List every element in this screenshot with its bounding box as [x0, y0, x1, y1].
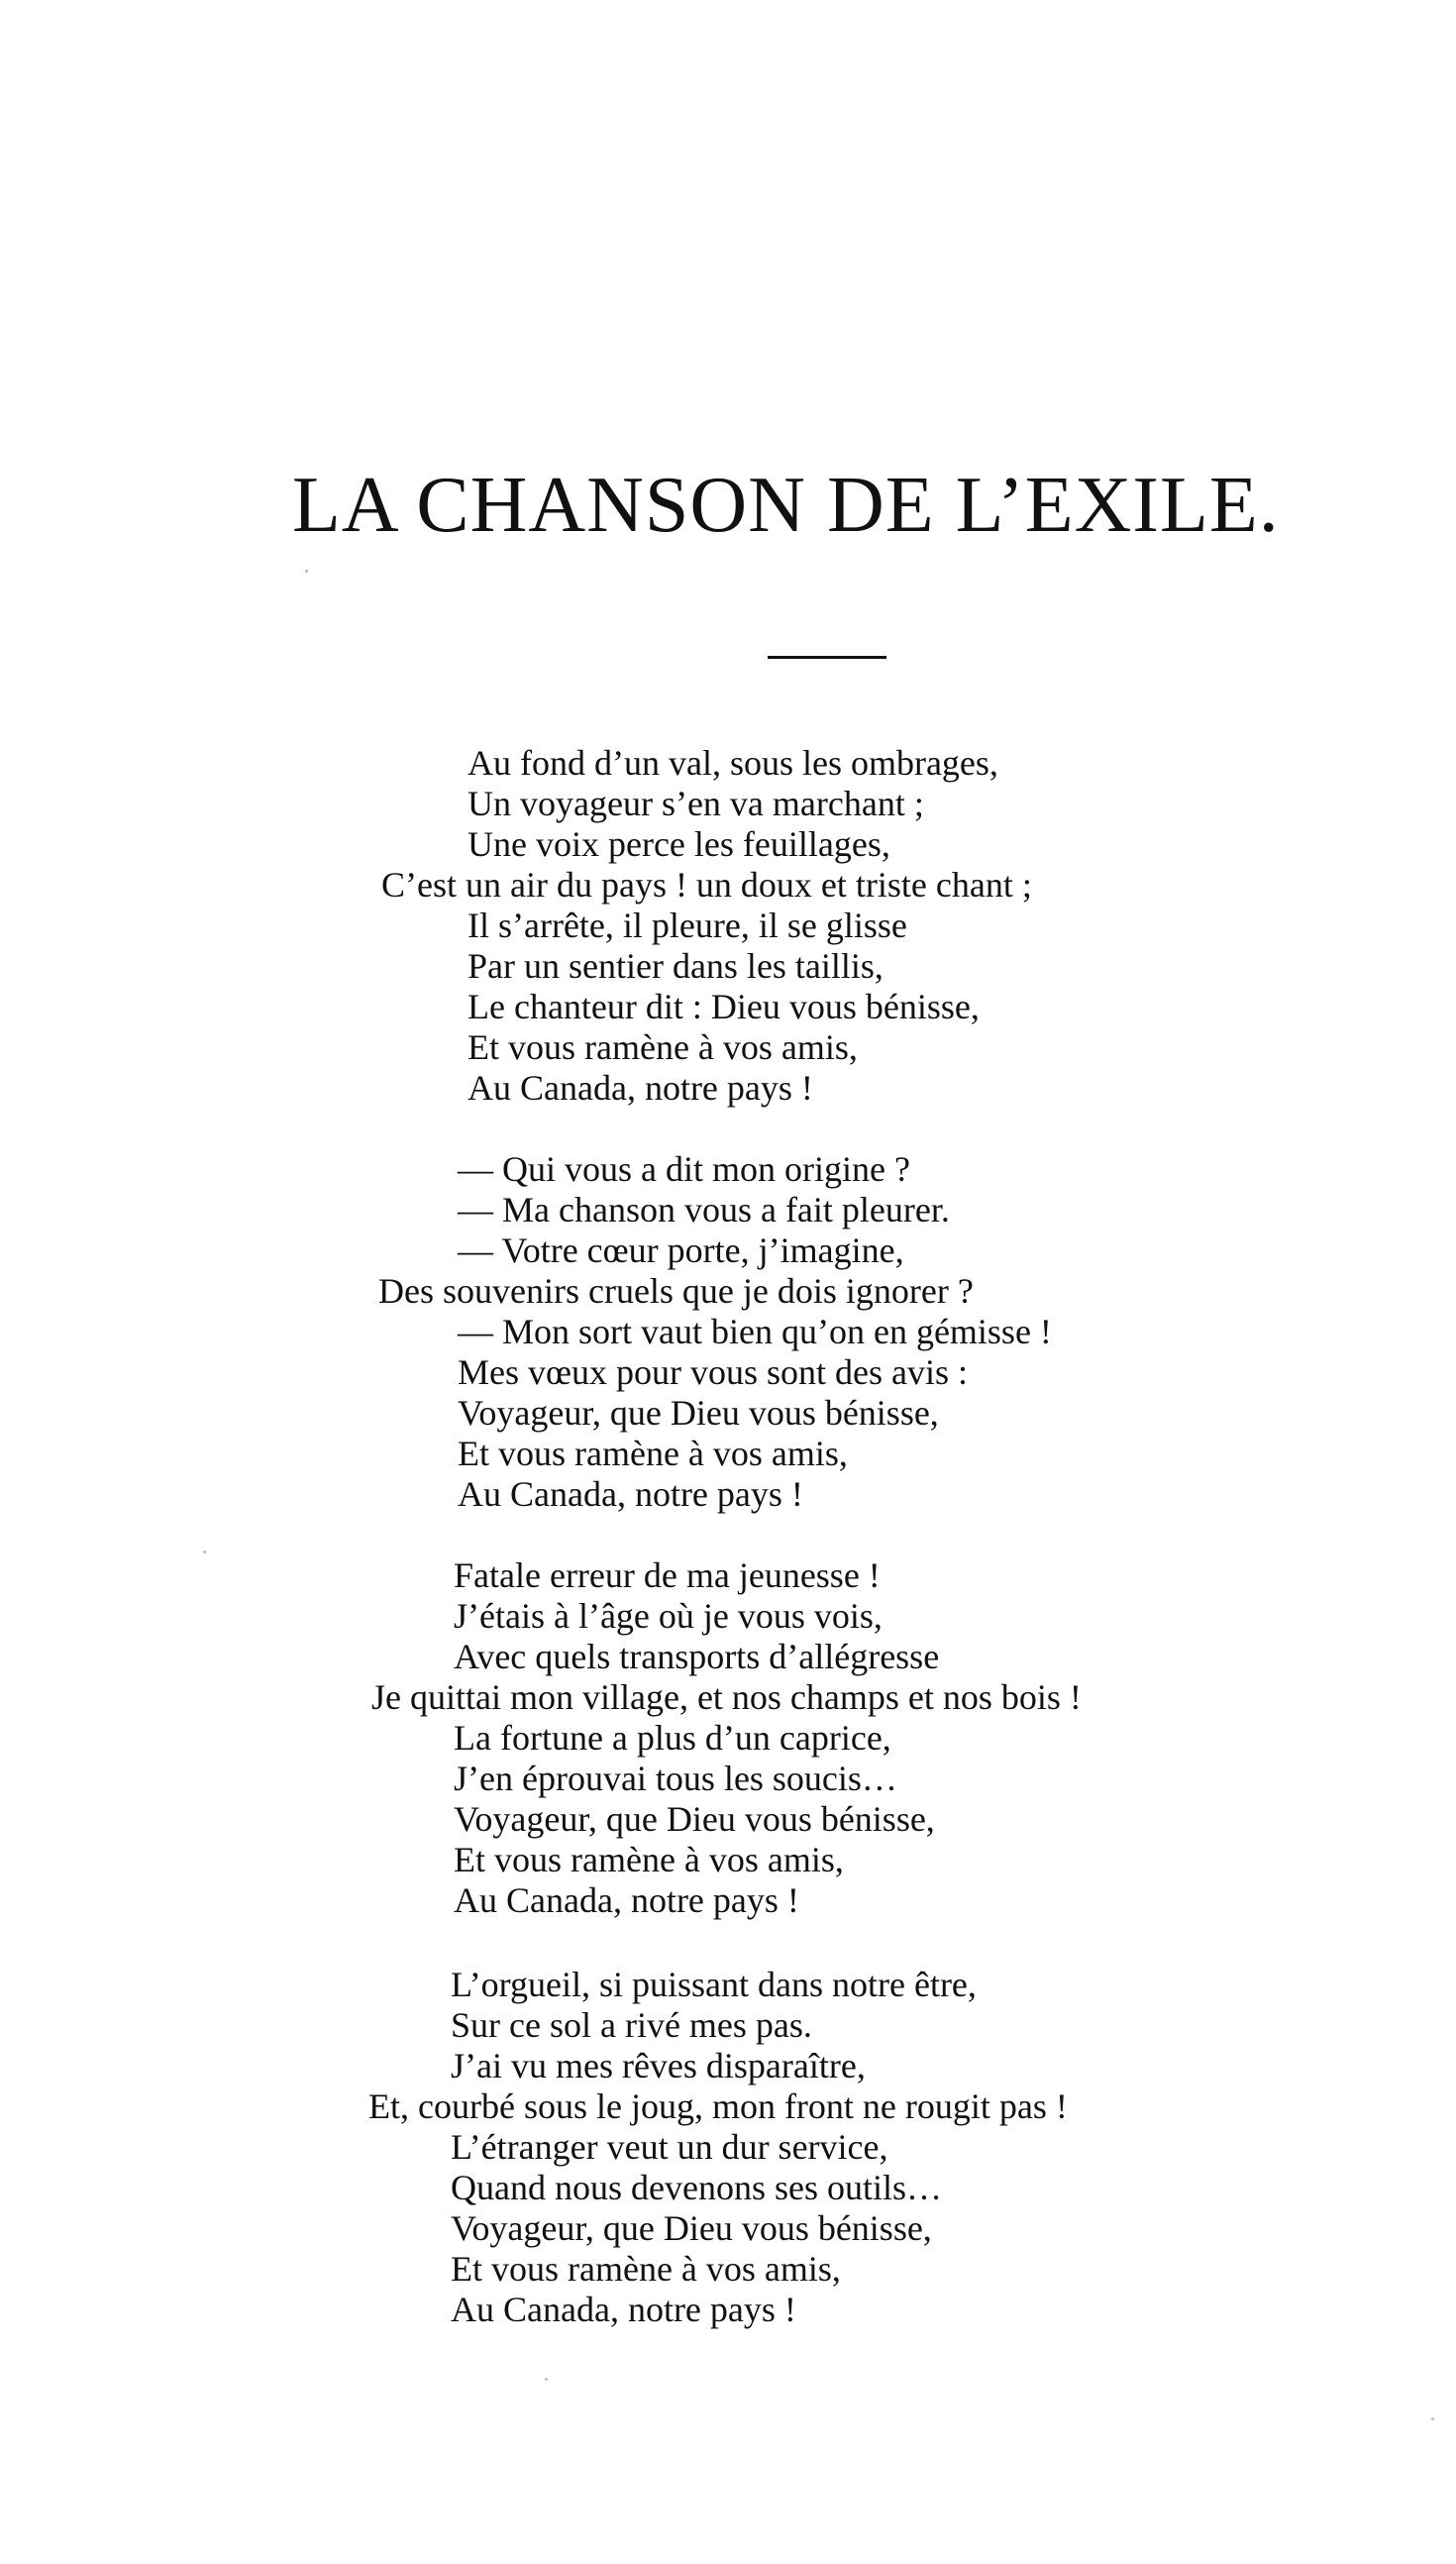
paper-speck	[305, 570, 308, 573]
verse-line: Le chanteur dit : Dieu vous bénisse,	[468, 987, 980, 1026]
verse-line: Fatale erreur de ma jeunesse !	[454, 1555, 881, 1595]
verse-line: Et vous ramène à vos amis,	[468, 1027, 858, 1067]
paper-speck	[203, 1550, 206, 1553]
verse-line: Des souvenirs cruels que je dois ignorer ?	[378, 1271, 974, 1311]
verse-line: Et vous ramène à vos amis,	[454, 1840, 844, 1879]
verse-line: Au Canada, notre pays !	[458, 1474, 803, 1514]
verse-line: Par un sentier dans les taillis,	[468, 946, 884, 986]
verse-line: Et vous ramène à vos amis,	[451, 2249, 841, 2289]
paper-speck	[545, 2378, 548, 2381]
verse-line: Au Canada, notre pays !	[454, 1880, 799, 1920]
poem-title: LA CHANSON DE L’EXILE.	[292, 462, 1280, 549]
verse-line: — Qui vous a dit mon origine ?	[458, 1149, 910, 1189]
verse-line: Et, courbé sous le joug, mon front ne rougit pas !	[368, 2086, 1068, 2126]
verse-line: Et vous ramène à vos amis,	[458, 1434, 848, 1473]
verse-line: — Mon sort vaut bien qu’on en gémisse !	[458, 1312, 1052, 1351]
verse-line: — Votre cœur porte, j’imagine,	[458, 1230, 904, 1270]
verse-line: Sur ce sol a rivé mes pas.	[451, 2005, 812, 2045]
verse-line: Au fond d’un val, sous les ombrages,	[468, 743, 998, 783]
verse-line: J’ai vu mes rêves disparaître,	[451, 2046, 866, 2085]
verse-line: La fortune a plus d’un caprice,	[454, 1718, 891, 1758]
paper-speck	[1431, 2417, 1434, 2420]
verse-line: — Ma chanson vous a fait pleurer.	[458, 1190, 950, 1229]
verse-line: Au Canada, notre pays !	[451, 2290, 796, 2329]
verse-line: Voyageur, que Dieu vous bénisse,	[458, 1393, 939, 1433]
verse-line: Une voix perce les feuillages,	[468, 824, 890, 864]
verse-line: Avec quels transports d’allégresse	[454, 1637, 940, 1676]
verse-line: Voyageur, que Dieu vous bénisse,	[451, 2208, 932, 2248]
verse-line: L’orgueil, si puissant dans notre être,	[451, 1965, 977, 2004]
verse-line: Mes vœux pour vous sont des avis :	[458, 1352, 968, 1392]
verse-line: Un voyageur s’en va marchant ;	[468, 784, 924, 823]
verse-line: J’en éprouvai tous les soucis…	[454, 1759, 897, 1798]
verse-line: C’est un air du pays ! un doux et triste chant ;	[381, 865, 1032, 905]
verse-line: J’étais à l’âge où je vous vois,	[454, 1596, 883, 1636]
verse-line: L’étranger veut un dur service,	[451, 2127, 888, 2167]
verse-line: Il s’arrête, il pleure, il se glisse	[468, 906, 907, 945]
verse-line: Je quittai mon village, et nos champs et nos bois !	[371, 1677, 1082, 1717]
verse-line: Quand nous devenons ses outils…	[451, 2168, 942, 2207]
title-rule	[768, 656, 886, 659]
verse-line: Au Canada, notre pays !	[468, 1068, 813, 1108]
verse-line: Voyageur, que Dieu vous bénisse,	[454, 1799, 935, 1839]
